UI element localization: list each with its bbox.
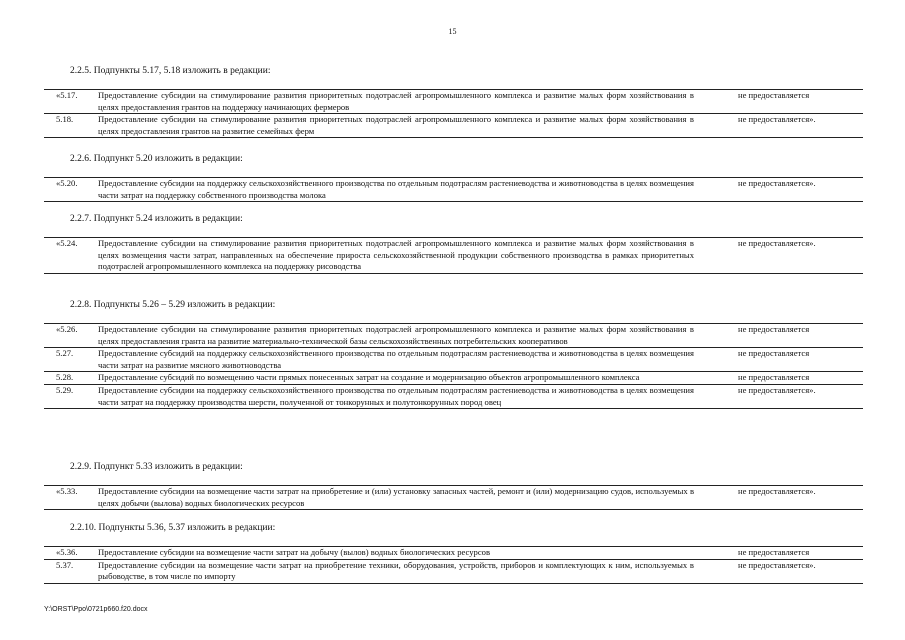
table-row [44, 347, 863, 371]
item-number: 5.18. [56, 114, 74, 125]
item-number: 5.37. [56, 559, 74, 570]
section-heading-2-2-7: 2.2.7. Подпункт 5.24 изложить в редакции: [70, 214, 243, 224]
item-text: Предоставление субсидии на стимулирование развития приоритетных подотраслей агропромышленного комплекса и развитие малых форм хозяйствования в целях предоставления грантов на развитие семейных ферм [98, 114, 694, 136]
item-status: не предоставляется». [738, 384, 816, 395]
item-number: 5.29. [56, 384, 74, 395]
item-text: Предоставление субсидий по возмещению части прямых понесенных затрат на создание и модернизацию объектов агропромышленного комплекса [98, 372, 640, 383]
section-heading-2-2-8: 2.2.8. Подпункты 5.26 – 5.29 изложить в редакции: [70, 300, 276, 310]
section-heading-2-2-9: 2.2.9. Подпункт 5.33 изложить в редакции: [70, 462, 243, 472]
item-number: «5.17. [56, 90, 78, 100]
file-path-footer: Y:\ORST\Ppo\0721p660.f20.docx [44, 606, 148, 613]
item-text: Предоставление субсидии на возмещение части затрат на приобретение и (или) установку запасных частей, ремонт и (или) модернизацию судов, используемых в целях добычи (вылова) водных биологических ресурсов [98, 486, 694, 508]
amendment-table-2-2-7 [44, 237, 863, 274]
item-status: не предоставляется». [738, 486, 816, 496]
item-text: Предоставление субсидии на поддержку сельскохозяйственного производства по отдельным подотраслям растениеводства и животноводства в целях возмещения части затрат на поддержку собственного производства молока [98, 178, 694, 200]
item-number: «5.26. [56, 324, 78, 334]
item-number: «5.33. [56, 486, 78, 496]
table-row [44, 559, 863, 583]
item-number: «5.36. [56, 547, 78, 557]
table-row [44, 90, 863, 113]
table-row [44, 371, 863, 384]
item-status: не предоставляется». [738, 114, 816, 125]
item-status: не предоставляется [738, 348, 810, 359]
amendment-table-2-2-9 [44, 485, 863, 510]
table-row [44, 238, 863, 273]
table-row [44, 113, 863, 137]
section-heading-2-2-10: 2.2.10. Подпункты 5.36, 5.37 изложить в редакции: [70, 523, 276, 533]
amendment-table-2-2-5 [44, 89, 863, 138]
table-row [44, 324, 863, 347]
item-number: 5.28. [56, 372, 74, 383]
section-heading-2-2-6: 2.2.6. Подпункт 5.20 изложить в редакции: [70, 154, 243, 164]
item-text: Предоставление субсидии на возмещение части затрат на добычу (вылов) водных биологических ресурсов [98, 547, 491, 557]
amendment-table-2-2-6 [44, 177, 863, 202]
table-row [44, 547, 863, 559]
item-text: Предоставление субсидии на стимулирование развития приоритетных подотраслей агропромышленного комплекса и развитие малых форм хозяйствования в целях возмещения части затрат, направленных на обеспечение прироста сельскохозяйственной продукции собственного производства в рамках приоритетных подотраслей агропромышленного комплекса на поддержку рисоводства [98, 238, 694, 272]
item-text: Предоставление субсидий на поддержку сельскохозяйственного производства по отдельным подотраслям растениеводства и животноводства в целях возмещения части затрат на развитие мясного животноводства [98, 348, 694, 370]
item-text: Предоставление субсидии на возмещение части затрат на приобретение техники, оборудования, устройств, приборов и комплектующих к ним, используемых в рыбоводстве, в том числе по импорту [98, 559, 694, 582]
amendment-table-2-2-8 [44, 323, 863, 409]
table-row [44, 384, 863, 408]
amendment-table-2-2-10 [44, 546, 863, 584]
item-status: не предоставляется». [738, 178, 816, 188]
item-status: не предоставляется [738, 324, 810, 334]
item-status: не предоставляется [738, 372, 810, 383]
table-row [44, 486, 863, 509]
item-number: «5.20. [56, 178, 78, 188]
page-number: 15 [448, 27, 457, 36]
item-text: Предоставление субсидии на поддержку сельскохозяйственного производства по отдельным подотраслям растениеводства и животноводства в целях возмещения части затрат на поддержку производства шерсти, полученной от тонкорунных и полутонкорунных пород овец [98, 384, 694, 407]
table-row [44, 178, 863, 201]
section-heading-2-2-5: 2.2.5. Подпункты 5.17, 5.18 изложить в редакции: [70, 66, 271, 76]
item-number: 5.27. [56, 348, 74, 359]
item-text: Предоставление субсидии на стимулирование развития приоритетных подотраслей агропромышленного комплекса и развитие малых форм хозяйствования в целях предоставления гранта на развитие материально-технической базы сельскохозяйственных потребительских кооперативов [98, 324, 694, 346]
item-status: не предоставляется». [738, 559, 816, 570]
item-number: «5.24. [56, 238, 78, 248]
item-status: не предоставляется [738, 547, 810, 557]
item-status: не предоставляется [738, 90, 810, 100]
item-text: Предоставление субсидии на стимулирование развития приоритетных подотраслей агропромышленного комплекса и развитие малых форм хозяйствования в целях предоставления грантов на поддержку начинающих фермеров [98, 90, 694, 112]
item-status: не предоставляется». [738, 238, 816, 248]
